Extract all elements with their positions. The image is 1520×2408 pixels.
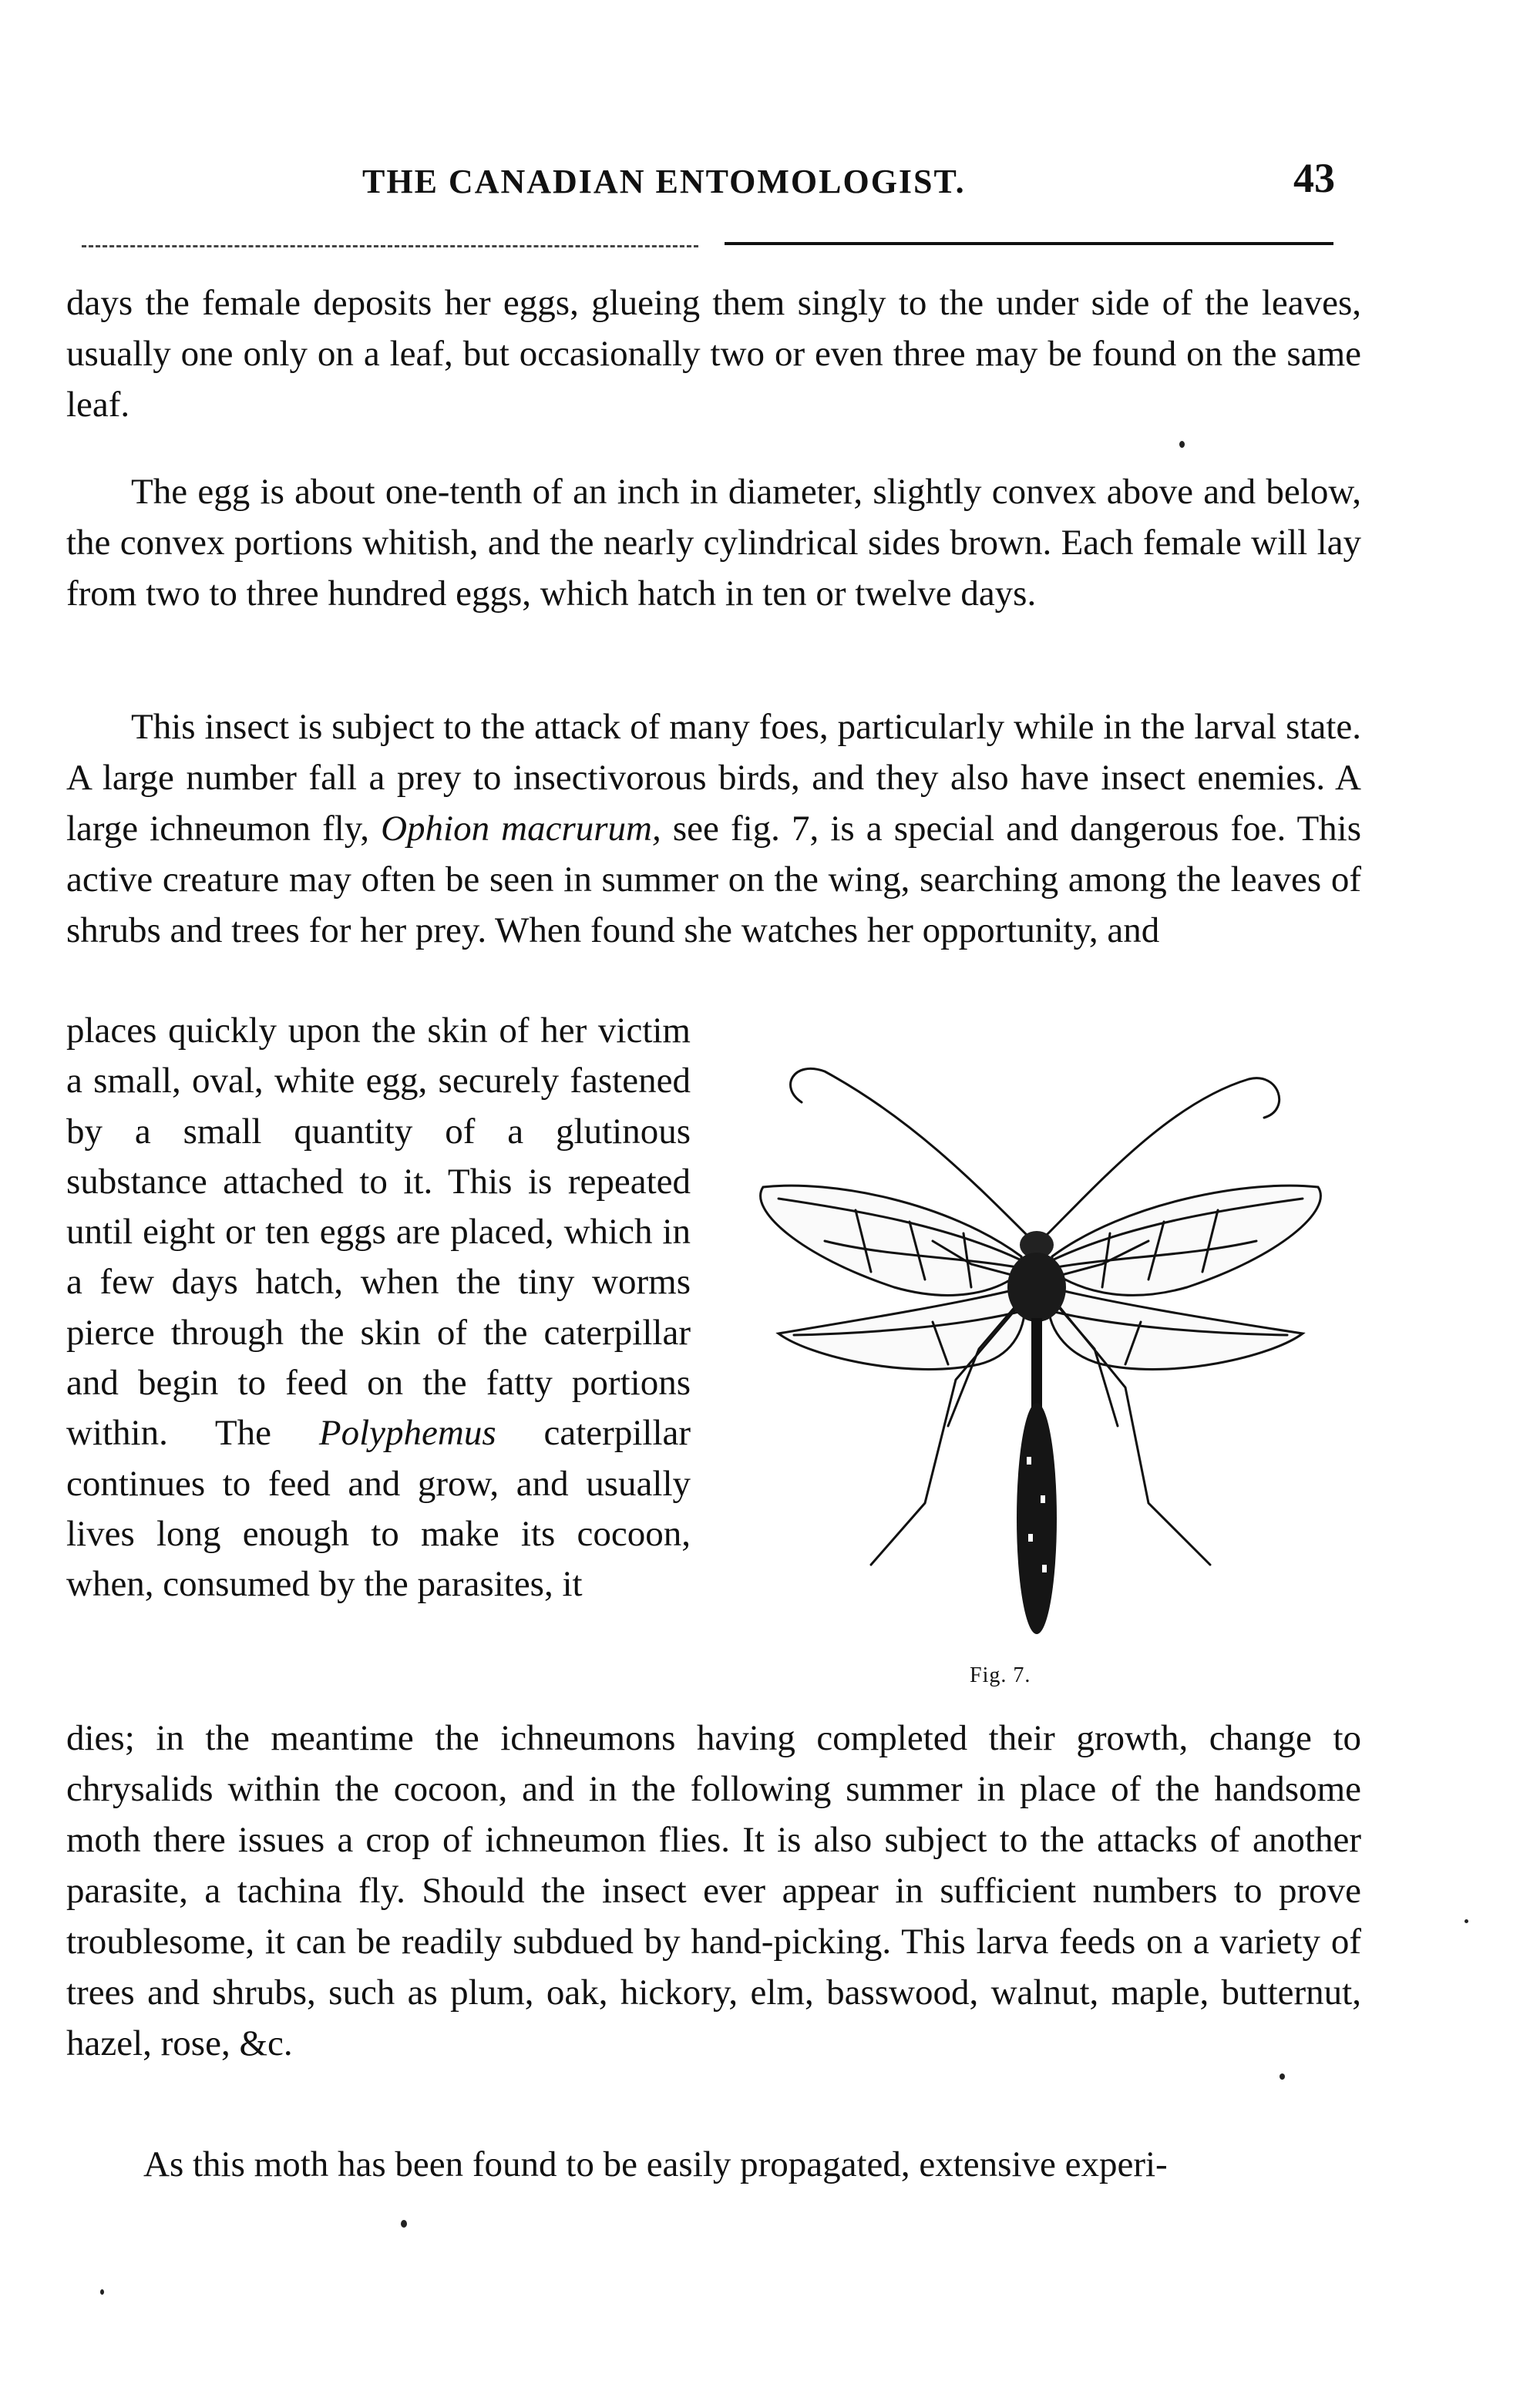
paragraph-1-text: days the female deposits her eggs, glueing them singly to the under side of the leaves, usually one only on a leaf, but occasionally two or even three may be found on the same leaf. [66, 283, 1361, 425]
header-rule-dashed [82, 245, 698, 247]
figure-ichneumon-fly [717, 1025, 1364, 1665]
paragraph-3 [66, 701, 1361, 956]
running-title: THE CANADIAN ENTOMOLOGIST. [362, 163, 966, 200]
ink-speck [1179, 441, 1185, 448]
species-name-ophion: Ophion macrurum, [381, 809, 661, 849]
paragraph-2 [66, 466, 1361, 619]
paragraph-1 [66, 277, 1361, 430]
figure-caption: Fig. 7. [970, 1663, 1031, 1687]
ichneumon-fly-illustration [717, 1025, 1364, 1665]
species-name-polyphemus: Polyphemus [318, 1413, 496, 1454]
paragraph-2-text: The egg is about one-tenth of an inch in diameter, slightly convex above and below, the convex portions whitish, and the nearly cylindrical sides brown. Each female will lay from two to three hundred eggs, which hatch in ten or twelve days. [66, 472, 1361, 614]
ink-speck [401, 2220, 407, 2228]
paragraph-3-text [66, 701, 1361, 956]
paragraph-3-continuation: dies; in the meantime the ichneumons having completed their growth, change to chrysalids within the cocoon, and in the following summer in place of the handsome moth there issues a crop of ichneumon flies. It is also subject to the attacks of another parasite, a tachina fly. Should the insect ever appear in sufficient numbers to prove troublesome, it can be readily subdued by hand-picking. This larva feeds on a variety of trees and shrubs, such as plum, oak, hickory, elm, basswood, walnut, maple, butternut, hazel, rose, &c. [66, 1718, 1361, 2063]
ink-speck [1280, 2073, 1285, 2080]
wrapped-text-column [66, 1006, 691, 1610]
header-rule-solid [725, 242, 1333, 245]
ink-speck [100, 2289, 104, 2295]
paragraph-4: As this moth has been found to be easily propagated, extensive experi- [143, 2144, 1168, 2184]
wrapped-text-part-a: places quickly upon the skin of her victim a small, oval, white egg, securely fastened by a small quantity of a glutinous substance attached to it. This is repeated until eight or ten eggs are placed, which in a few days hatch, when the tiny worms pierce through the skin of the caterpillar and begin to feed on the fatty portions within. The [66, 1011, 691, 1454]
page-number: 43 [1293, 155, 1335, 201]
ink-speck [1465, 1919, 1468, 1923]
paragraph-3-part-a: This insect is subject to the attack of many foes, particularly while in the larval state. A large number fall a prey to insectivorous birds, and they also have insect enemies. A large ichneumon fly, [66, 707, 1361, 849]
paragraph-3-part-b: see fig. 7, is a special and dangerous foe. This active creature may often be seen in summer on the wing, searching among the leaves of shrubs and trees for her prey. When found she watches her opportunity, and [66, 809, 1362, 950]
wrapped-text-part-b: caterpillar continues to feed and grow, and usually lives long enough to make its cocoon, when, consumed by the parasites, it [66, 1413, 691, 1605]
